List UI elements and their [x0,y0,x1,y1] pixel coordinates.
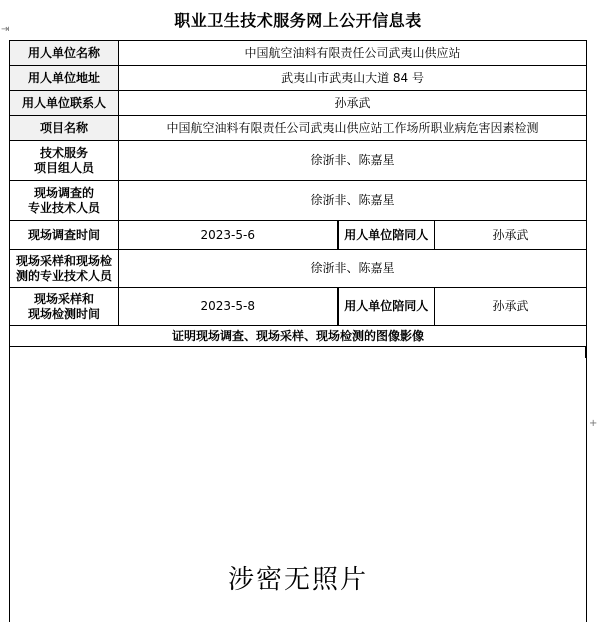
survey-staff-label-line2: 专业技术人员 [27,200,100,215]
employer-address-label: 用人单位地址 [10,66,119,91]
survey-staff-label-line1: 现场调查的 [33,185,94,200]
sampling-staff-label [10,250,119,288]
row-employer-name [10,41,587,66]
sampling-time-label-line2: 现场检测时间 [27,306,100,321]
left-margin-arrow-icon: ⇥ [1,24,10,35]
row-sampling-staff [10,250,587,288]
survey-staff-label [10,181,119,221]
right-margin-plus-icon[interactable]: + [589,418,597,429]
employer-contact-value: 孙承武 [119,91,587,116]
project-name-label: 项目名称 [10,116,119,141]
sampling-staff-value: 徐浙非、陈嘉星 [119,250,587,288]
no-photo-text: 涉密无照片 [227,565,368,595]
survey-time-value: 2023-5-6 [119,221,338,250]
survey-time-label: 现场调查时间 [10,221,119,250]
sampling-companion-value: 孙承武 [435,288,587,326]
employer-name-value: 中国航空油料有限责任公司武夷山供应站 [119,41,587,66]
survey-companion-value: 孙承武 [435,221,587,250]
survey-companion-label: 用人单位陪同人 [338,221,435,250]
team-members-label-line1: 技术服务 [39,145,88,160]
page-title: 职业卫生技术服务网上公开信息表 [174,11,422,30]
team-members-value: 徐浙非、陈嘉星 [119,141,587,181]
text-cursor [585,346,587,358]
project-name-value: 中国航空油料有限责任公司武夷山供应站工作场所职业病危害因素检测 [119,116,587,141]
employer-address-value: 武夷山市武夷山大道 84 号 [119,66,587,91]
team-members-label-line2: 项目组人员 [33,160,94,175]
sampling-time-label [10,288,119,326]
sampling-companion-label: 用人单位陪同人 [338,288,435,326]
row-project-name [10,116,587,141]
sampling-time-label-line1: 现场采样和 [33,291,94,306]
photo-area [9,347,587,622]
row-team-members [10,141,587,181]
employer-name-label: 用人单位名称 [10,41,119,66]
row-photo-header [10,326,587,347]
row-sampling-time [10,288,587,326]
row-employer-contact [10,91,587,116]
employer-contact-label: 用人单位联系人 [10,91,119,116]
sampling-staff-label-line1: 现场采样和现场检 [15,253,112,268]
sampling-staff-label-line2: 测的专业技术人员 [15,268,112,283]
row-survey-time [10,221,587,250]
row-survey-staff [10,181,587,221]
info-table [9,40,587,347]
survey-staff-value: 徐浙非、陈嘉星 [119,181,587,221]
photo-header: 证明现场调查、现场采样、现场检测的图像影像 [10,326,587,347]
row-employer-address [10,66,587,91]
team-members-label [10,141,119,181]
sampling-time-value: 2023-5-8 [119,288,338,326]
